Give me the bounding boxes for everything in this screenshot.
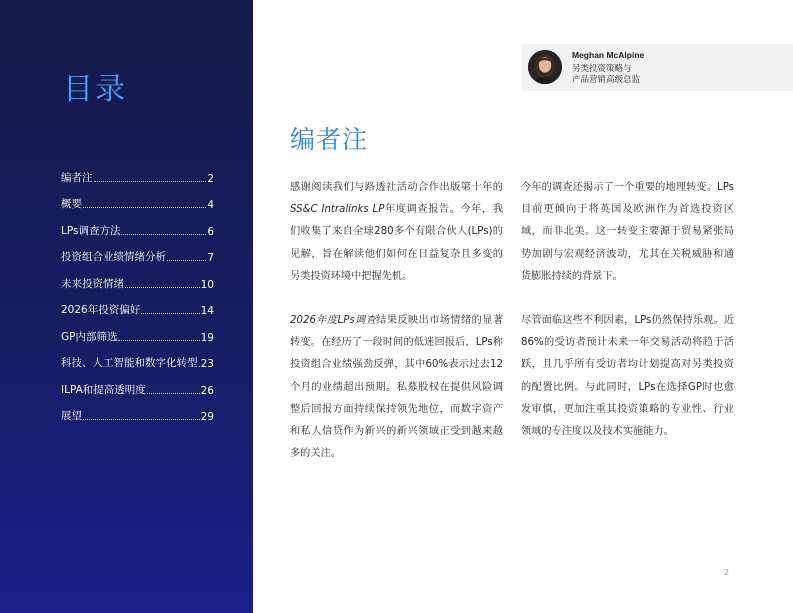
toc-item[interactable]	[61, 185, 214, 212]
toc-item-page: 6	[207, 225, 214, 238]
paragraph: 尽管面临这些不利因素，LPs仍然保持乐观。近86%的受访者预计未来一年交易活动将趋于活跃，且几乎所有受访者均计划提高对另类投资的配置比例。与此同时，LPs在选择GP时也愈发审慎，更加注重其投资策略的专业性、行业领域的专注度以及技术实施能力。	[521, 315, 734, 438]
toc-item-label: 展望	[61, 410, 82, 422]
toc-item-page: 14	[200, 305, 214, 317]
toc-item-page: 10	[200, 278, 214, 291]
toc-item-page: 2	[207, 172, 214, 185]
toc-item[interactable]	[61, 158, 214, 185]
toc-item[interactable]	[61, 238, 214, 265]
paragraph-text: 感谢阅读我们与路透社活动合作出版第十年的	[290, 182, 503, 193]
author-role-line2: 产品营销高级总监	[572, 75, 641, 85]
paragraph	[290, 177, 503, 288]
toc-item[interactable]	[61, 370, 214, 397]
toc-item[interactable]	[61, 264, 214, 291]
toc-item-label: 概要	[61, 198, 82, 210]
author-role-line1: 另类投资策略与	[572, 64, 632, 74]
toc-item-label: 投资组合业绩情绪分析	[61, 251, 166, 263]
article-column-left	[290, 177, 503, 487]
toc-item-page: 26	[200, 384, 214, 397]
paragraph-text: 年度调查报告。今年，我们收集了来自全球280多个有限合伙人(LPs)的见解，旨在解读他们如何在日益复杂且多变的另类投资环境中把握先机。	[290, 204, 504, 282]
toc-leader-dots	[125, 286, 200, 288]
toc-item[interactable]	[61, 397, 214, 424]
page-number: 2	[724, 568, 730, 577]
toc-leader-dots	[167, 259, 206, 261]
toc-item-page: 7	[207, 252, 214, 264]
toc-item-page: 23	[200, 358, 214, 370]
toc-item-label: GP内部筛选	[61, 330, 118, 343]
paragraph: 今年的调查还揭示了一个重要的地理转变。LPs目前更倾向于将英国及欧洲作为首选投资区域，而非北美。这一转变主要源于贸易紧张局势加剧与宏观经济波动，尤其在关税威胁和通货膨胀持续的背景下。	[521, 182, 734, 282]
toc-item-label: 科技、人工智能和数字化转型	[61, 357, 198, 369]
toc-item[interactable]	[61, 344, 214, 371]
toc-item[interactable]	[61, 291, 214, 318]
author-name: Meghan McAlpine	[572, 50, 645, 60]
author-portrait-icon	[528, 50, 562, 84]
toc-item-label: ILPA和提高透明度	[61, 383, 146, 396]
toc-leader-dots	[118, 339, 199, 341]
toc-leader-dots	[94, 180, 207, 182]
article-column-right	[521, 177, 734, 465]
toc-item-page: 19	[200, 331, 214, 344]
toc-leader-dots	[147, 392, 200, 394]
toc-leader-dots	[83, 206, 206, 208]
section-heading: 编者注	[290, 125, 369, 154]
toc-item-label: 2026年投资偏好	[61, 304, 141, 316]
toc-item[interactable]	[61, 317, 214, 344]
toc-item-label: LPs调查方法	[61, 224, 121, 237]
toc-item-label: 编者注	[61, 171, 93, 184]
toc-item-label: 未来投资情绪	[61, 277, 124, 290]
paragraph	[290, 310, 503, 465]
toc-item[interactable]	[61, 211, 214, 238]
author-card	[522, 44, 793, 91]
survey-title-italic: 2026年度LPs调查	[290, 315, 377, 327]
toc-leader-dots	[199, 365, 200, 367]
toc-leader-dots	[83, 418, 200, 420]
author-avatar	[528, 50, 562, 84]
paragraph-text: 结果反映出市场情绪的显著转变。在经历了一段时间的低迷回报后，LPs称投资组合业绩强劲反弹，其中60%表示过去12个月的业绩超出预期。私募股权在提供风险调整后回报方面持续保持领先地位，而数字资产和私人信贷作为新兴的新兴领域正受到越来越多的关注。	[290, 315, 504, 460]
toc-item-page: 29	[200, 411, 214, 423]
toc-item-page: 4	[207, 199, 214, 211]
toc-leader-dots	[141, 312, 199, 314]
toc-title: 目录	[63, 72, 127, 107]
toc-list	[61, 158, 214, 423]
report-title-italic: SS&C Intralinks LP	[290, 204, 385, 216]
toc-leader-dots	[121, 233, 206, 235]
toc-sidebar	[0, 0, 253, 613]
